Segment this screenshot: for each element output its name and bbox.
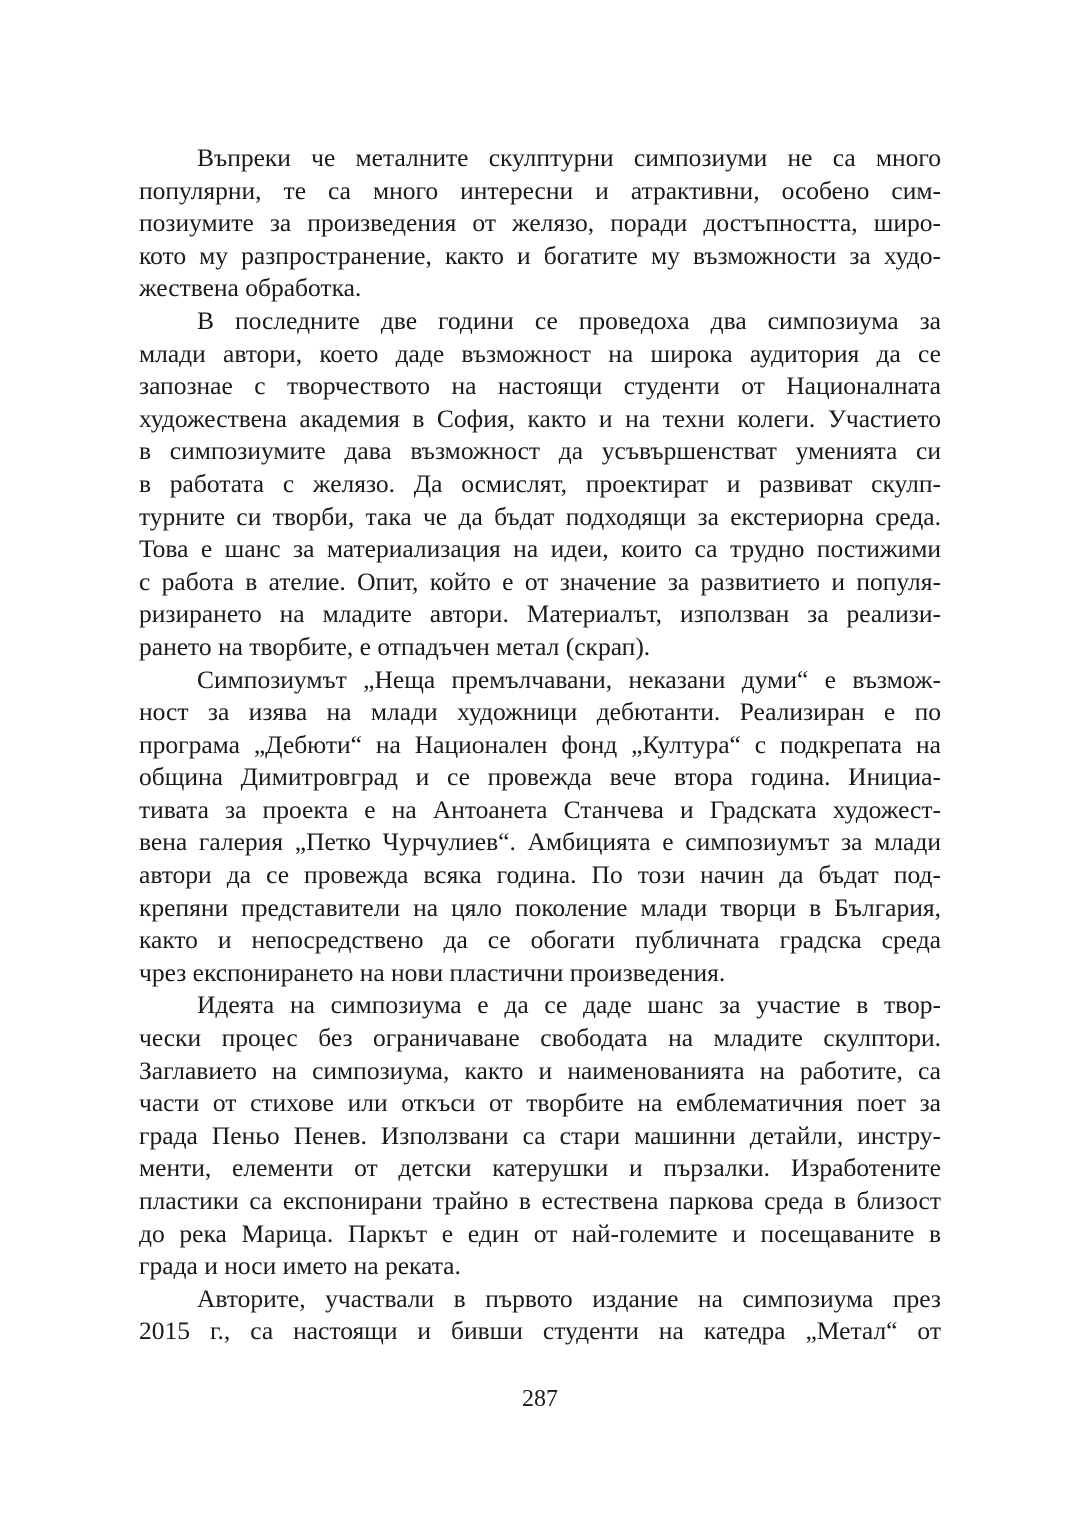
text-line: до река Марица. Паркът е един от най-големите и посещаваните в <box>139 1218 941 1248</box>
text-line: в симпозиумите дава възможност да усъвършенстват уменията си <box>139 436 941 466</box>
text-line: менти, елементи от детски катерушки и пързалки. Изработените <box>139 1153 941 1183</box>
text-line: автори да се провежда всяка година. По този начин да бъдат под- <box>139 860 941 890</box>
text-line: както и непосредствено да се обогати публичната градска среда <box>139 925 941 955</box>
text-line: града и носи името на реката. <box>139 1251 461 1281</box>
text-line: в работата с желязо. Да осмислят, проектират и развиват скулп- <box>139 468 941 498</box>
text-line: позиумите за произведения от желязо, поради достъпността, широ- <box>139 208 941 238</box>
text-line: Авторите, участвали в първото издание на симпозиума през <box>197 1283 941 1313</box>
text-line: популярни, те са много интересни и атрактивни, особено сим- <box>139 175 941 205</box>
text-line: Това е шанс за материализация на идеи, които са трудно постижими <box>139 534 941 564</box>
text-line: млади автори, което даде възможност на широка аудитория да се <box>139 338 941 368</box>
text-line: ризирането на младите автори. Материалът, използван за реализи- <box>139 599 941 629</box>
text-line: Симпозиумът „Неща премълчавани, неказани думи“ е възмож- <box>197 664 941 694</box>
text-line: града Пеньо Пенев. Използвани са стари машинни детайли, инстру- <box>139 1120 941 1150</box>
body-text <box>139 142 941 1348</box>
text-line: програма „Дебюти“ на Национален фонд „Култура“ с подкрепата на <box>139 729 941 759</box>
text-line: чески процес без ограничаване свободата на младите скулптори. <box>139 1023 941 1053</box>
page-number: 287 <box>522 1386 558 1412</box>
text-line: с работа в ателие. Опит, който е от значение за развитието и популя- <box>139 566 941 596</box>
text-line: запознае с творчеството на настоящи студенти от Националната <box>139 371 941 401</box>
text-line: жествена обработка. <box>139 273 362 303</box>
text-line: ност за изява на млади художници дебютанти. Реализиран е по <box>139 697 941 727</box>
text-line: тивата за проекта е на Антоанета Станчева и Градската художест- <box>139 794 941 824</box>
text-line: чрез експонирането на нови пластични произведения. <box>139 957 726 987</box>
text-line: община Димитровград и се провежда вече втора година. Инициа- <box>139 762 941 792</box>
text-line: 2015 г., са настоящи и бивши студенти на катедра „Метал“ от <box>139 1316 941 1346</box>
text-line: рането на творбите, е отпадъчен метал (скрап). <box>139 631 651 661</box>
text-line: кото му разпространение, както и богатите му възможности за худо- <box>139 240 941 270</box>
text-line: Идеята на симпозиума е да се даде шанс за участие в твор- <box>197 990 941 1020</box>
text-line: Въпреки че металните скулптурни симпозиуми не са много <box>197 143 941 172</box>
text-line: пластики са експонирани трайно в естествена паркова среда в близост <box>139 1186 941 1215</box>
text-line: части от стихове или откъси от творбите на емблематичния поет за <box>139 1088 941 1118</box>
text-line: турните си творби, така че да бъдат подходящи за екстериорна среда. <box>139 501 941 531</box>
text-line: вена галерия „Петко Чурчулиев“. Амбицията е симпозиумът за млади <box>139 827 941 857</box>
text-line: крепяни представители на цяло поколение млади творци в България, <box>139 892 941 922</box>
text-line: В последните две години се проведоха два симпозиума за <box>197 305 941 335</box>
text-line: художествена академия в София, както и на техни колеги. Участието <box>139 403 941 433</box>
text-line: Заглавието на симпозиума, както и наименованията на работите, са <box>139 1055 941 1085</box>
